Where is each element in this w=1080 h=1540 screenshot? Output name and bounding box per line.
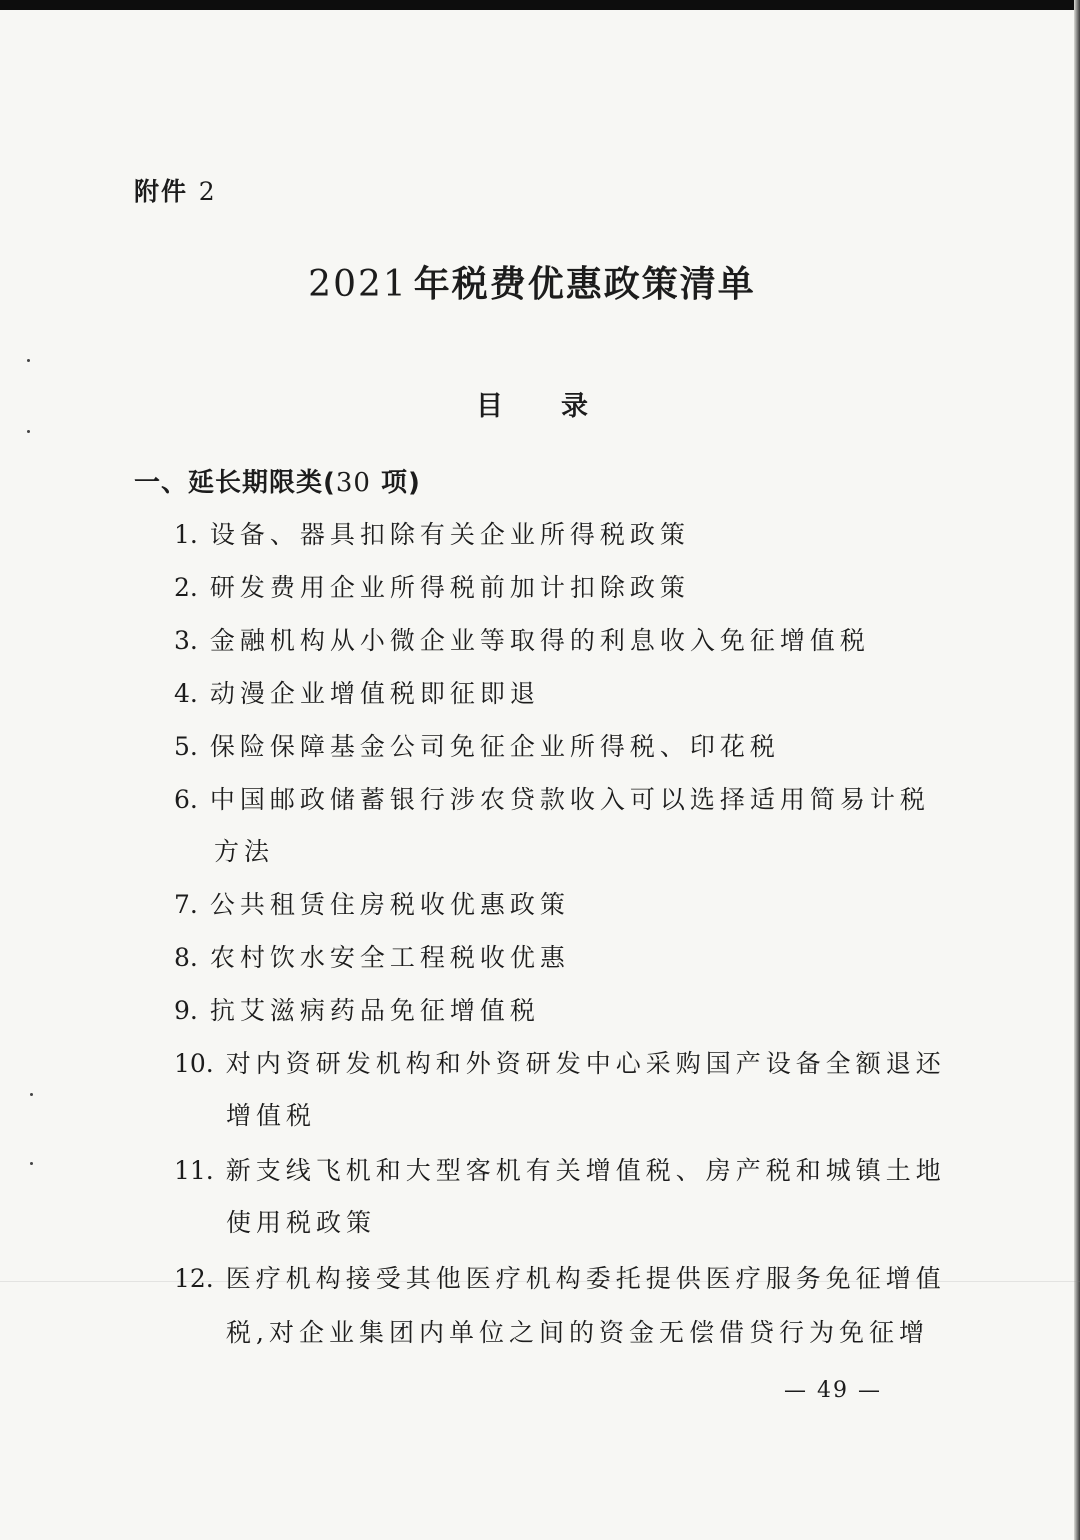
- item-text: 抗艾滋病药品免征增值税: [209, 996, 540, 1025]
- item-number: 9.: [174, 996, 198, 1025]
- item-number: 12.: [174, 1264, 214, 1293]
- attachment-text: 附件: [134, 177, 189, 206]
- item-number: 4.: [174, 679, 198, 708]
- list-item: [174, 628, 870, 654]
- item-text: 对内资研发机构和外资研发中心采购国产设备全额退还: [225, 1049, 946, 1078]
- section-suffix: 项): [381, 468, 421, 498]
- attachment-label: [134, 172, 217, 208]
- item-text: 研发费用企业所得税前加计扣除政策: [209, 573, 690, 602]
- item-text: 中国邮政储蓄银行涉农贷款收入可以选择适用简易计税: [209, 785, 930, 814]
- item-text: 医疗机构接受其他医疗机构委托提供医疗服务免征增值: [225, 1264, 946, 1293]
- item-text: 农村饮水安全工程税收优惠: [209, 943, 570, 972]
- item-number: 10.: [174, 1049, 214, 1078]
- scan-speck: [30, 1162, 33, 1165]
- page-number: — 49 —: [784, 1378, 882, 1403]
- item-text: 公共租赁住房税收优惠政策: [209, 890, 570, 919]
- item-number: 3.: [174, 626, 198, 655]
- list-item: [174, 575, 690, 601]
- item-continuation: 税,对企业集团内单位之间的资金无偿借贷行为免征增: [226, 1318, 929, 1347]
- section-count: 30: [335, 468, 371, 498]
- item-continuation: 增值税: [226, 1101, 317, 1130]
- list-item: [174, 1158, 946, 1184]
- item-number: 5.: [174, 732, 198, 761]
- scan-right-edge: [1074, 0, 1080, 1540]
- list-item: [174, 998, 540, 1024]
- item-number: 6.: [174, 785, 198, 814]
- attachment-number: 2: [198, 177, 217, 206]
- item-text: 新支线飞机和大型客机有关增值税、房产税和城镇土地: [225, 1156, 946, 1185]
- scan-speck: [27, 359, 30, 362]
- document-title: [0, 256, 1064, 307]
- item-number: 11.: [174, 1156, 214, 1185]
- title-text: 年税费优惠政策清单: [413, 264, 756, 305]
- list-item: [174, 1051, 946, 1077]
- item-number: 1.: [174, 520, 198, 549]
- item-text: 保险保障基金公司免征企业所得税、印花税: [209, 732, 780, 761]
- toc-heading: 目录: [476, 391, 646, 422]
- item-number: 8.: [174, 943, 198, 972]
- item-continuation: 方法: [214, 837, 275, 866]
- section-heading: [134, 462, 421, 499]
- list-item: [174, 787, 930, 813]
- item-number: 2.: [174, 573, 198, 602]
- item-text: 设备、器具扣除有关企业所得税政策: [209, 520, 690, 549]
- list-item: [174, 681, 540, 707]
- title-year: 2021: [308, 264, 408, 305]
- item-number: 7.: [174, 890, 198, 919]
- scan-top-border: [0, 0, 1080, 10]
- list-item: [174, 945, 570, 971]
- list-item: [174, 734, 780, 760]
- list-item: [174, 522, 690, 548]
- item-text: 金融机构从小微企业等取得的利息收入免征增值税: [209, 626, 870, 655]
- list-item: [174, 892, 570, 918]
- section-name: 一、延长期限类(: [134, 468, 336, 498]
- item-continuation: 使用税政策: [226, 1208, 377, 1237]
- item-text: 动漫企业增值税即征即退: [209, 679, 540, 708]
- scan-speck: [27, 430, 30, 433]
- scan-speck: [30, 1093, 33, 1096]
- list-item: [174, 1266, 946, 1292]
